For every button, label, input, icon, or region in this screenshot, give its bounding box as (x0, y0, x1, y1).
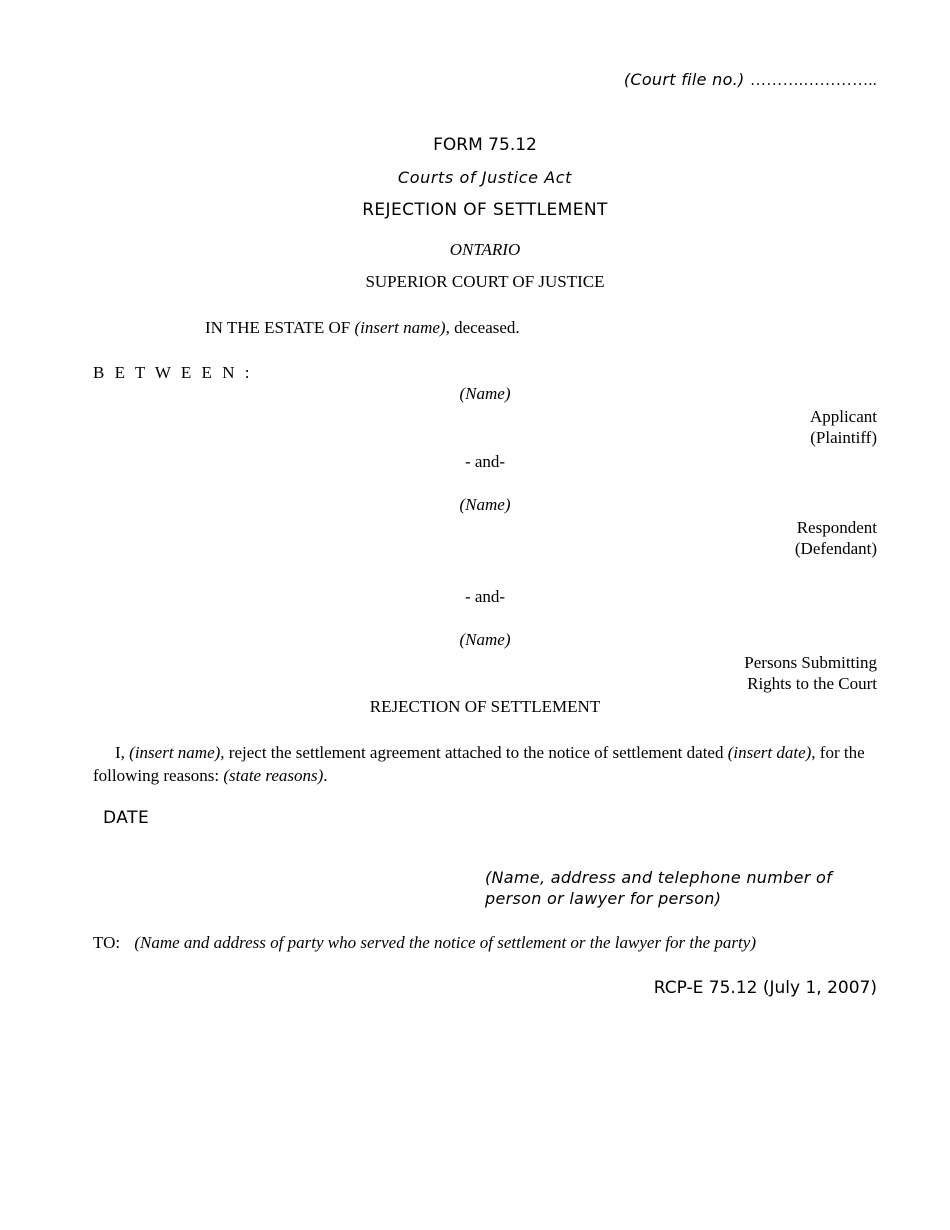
section-heading: REJECTION OF SETTLEMENT (369, 697, 601, 716)
recipient-line (93, 933, 756, 953)
party-role-line: (Defendant) (794, 539, 877, 558)
court-file-label: (Court file no.) (623, 70, 745, 89)
statement-i: I, (115, 743, 125, 762)
party-separator: - and- (464, 587, 506, 606)
form-id: RCP-E 75.12 (July 1, 2007) (653, 978, 877, 998)
party-role-line: Applicant (809, 407, 877, 426)
court-file-number (624, 70, 877, 90)
statement-text-3: . (323, 766, 328, 785)
form-number: FORM 75.12 (433, 135, 537, 155)
party-name-applicant: (Name) (459, 384, 511, 403)
statement-name-placeholder: (insert name), (129, 743, 225, 762)
recipient-text: (Name and address of party who served the notice of settlement or the lawyer for the party) (134, 933, 756, 952)
party-role-line: (Plaintiff) (810, 428, 877, 447)
party-role-line: Respondent (796, 518, 877, 537)
act-name: Courts of Justice Act (397, 168, 573, 187)
signature-block: (Name, address and telephone number of person or lawyer for person) (485, 868, 833, 908)
jurisdiction: ONTARIO (449, 240, 521, 259)
party-name-persons-submitting: (Name) (459, 630, 511, 649)
party-role-persons-submitting (744, 652, 877, 694)
party-role-line: Rights to the Court (747, 674, 877, 693)
rejection-statement (93, 741, 877, 787)
date-label: DATE (103, 808, 150, 828)
estate-prefix: IN THE ESTATE OF (205, 318, 351, 337)
party-role-applicant (810, 406, 877, 448)
statement-date-placeholder: (insert date) (727, 743, 812, 762)
party-role-line: Persons Submitting (744, 653, 877, 672)
statement-reasons-placeholder: (state reasons) (223, 766, 324, 785)
estate-suffix: , deceased. (445, 318, 520, 337)
court-file-blank: ……….………….. (750, 72, 877, 89)
statement-text-2: , for the following reasons: (93, 743, 865, 785)
recipient-label: TO: (93, 933, 121, 952)
statement-text-1: reject the settlement agreement attached to the notice of settlement dated (228, 743, 724, 762)
party-name-respondent: (Name) (459, 495, 511, 514)
party-separator: - and- (464, 452, 506, 471)
form-title: REJECTION OF SETTLEMENT (362, 200, 608, 220)
estate-line (205, 318, 520, 338)
party-role-respondent (795, 517, 877, 559)
estate-name-placeholder: (insert name) (354, 318, 446, 337)
court-name: SUPERIOR COURT OF JUSTICE (365, 272, 605, 291)
between-label: B E T W E E N : (93, 363, 253, 382)
